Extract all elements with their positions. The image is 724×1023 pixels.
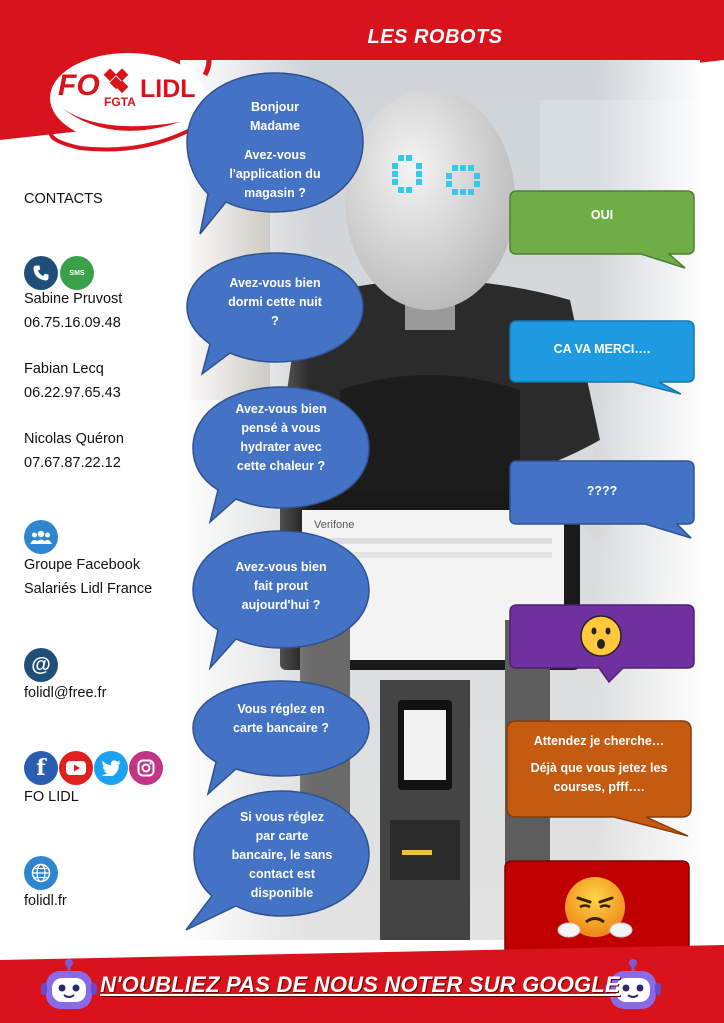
page-title: LES ROBOTS xyxy=(367,26,503,48)
reply-5-line: Déjà que vous jetez les xyxy=(530,761,668,775)
contact-name-1: Sabine Pruvost xyxy=(24,291,123,307)
reply-bubble-4 xyxy=(509,604,695,684)
sms-icon-text: SMS xyxy=(69,269,85,277)
robot-bubble-2-line: Avez-vous bien xyxy=(229,276,321,290)
sms-icon[interactable] xyxy=(60,256,94,290)
robot-bubble-1-line: Avez-vous xyxy=(243,148,307,162)
robot-bubble-3 xyxy=(192,386,370,526)
robot-bubble-1-line: Madame xyxy=(249,119,301,133)
contact-phone-2[interactable]: 06.22.97.65.43 xyxy=(24,385,121,401)
email-address[interactable]: folidl@free.fr xyxy=(24,685,107,701)
reply-5-line: Attendez je cherche… xyxy=(533,734,665,748)
robot-bubble-4-line: fait prout xyxy=(253,579,309,593)
instagram-icon[interactable] xyxy=(129,751,163,785)
robot-bubble-3-line: Avez-vous bien xyxy=(235,402,327,416)
robot-bubble-1-line: Bonjour xyxy=(251,100,299,114)
robot-bubble-5-line: Vous réglez en xyxy=(237,702,325,716)
robot-bubble-6-line: Si vous réglez xyxy=(239,810,325,824)
logo-lidl: LIDL xyxy=(140,75,196,103)
twitter-icon[interactable] xyxy=(94,751,128,785)
contact-name-3: Nicolas Quéron xyxy=(24,431,124,447)
footer-google-review-text: N'OUBLIEZ PAS DE NOUS NOTER SUR GOOGLE xyxy=(100,972,620,997)
robot-bubble-4-line: Avez-vous bien xyxy=(235,560,327,574)
robot-bubble-2-line: dormi cette nuit xyxy=(228,295,322,309)
contact-name-2: Fabian Lecq xyxy=(24,361,104,377)
robot-bubble-2 xyxy=(186,252,364,380)
contact-phone-3[interactable]: 07.67.87.22.12 xyxy=(24,455,121,471)
robot-bubble-3-line: pensé à vous xyxy=(241,421,321,435)
robot-bubble-3-line: hydrater avec xyxy=(240,440,322,454)
reply-bubble-5 xyxy=(506,720,692,840)
reply-2-text: CA VA MERCI…. xyxy=(553,342,651,356)
globe-icon[interactable] xyxy=(24,856,58,890)
robot-bubble-6-line: bancaire, le sans xyxy=(231,848,333,862)
contacts-heading: CONTACTS xyxy=(24,191,103,207)
facebook-group-line2[interactable]: Salariés Lidl France xyxy=(24,581,153,597)
youtube-icon[interactable] xyxy=(59,751,93,785)
email-icon[interactable]: @ xyxy=(24,648,58,682)
robot-bubble-3-line: cette chaleur ? xyxy=(236,459,326,473)
robot-bubble-2-line: ? xyxy=(271,314,279,328)
facebook-group-line1[interactable]: Groupe Facebook xyxy=(24,557,141,573)
contact-phone-1[interactable]: 06.75.16.09.48 xyxy=(24,315,121,331)
robot-bubble-6-line: par carte xyxy=(255,829,309,843)
reply-bubble-1 xyxy=(509,190,695,270)
logo-fo: FO xyxy=(58,69,100,102)
group-icon[interactable] xyxy=(24,520,58,554)
reply-5-line: courses, pfff…. xyxy=(553,780,645,794)
logo-fgta: FGTA xyxy=(104,95,136,109)
phone-icon[interactable] xyxy=(24,256,58,290)
robot-bubble-4 xyxy=(192,530,370,672)
robot-bubble-1-line: magasin ? xyxy=(244,186,306,200)
reply-bubble-2 xyxy=(509,320,695,396)
robot-bubble-4-line: aujourd'hui ? xyxy=(241,598,321,612)
reply-3-text: ???? xyxy=(586,484,618,498)
social-label: FO LIDL xyxy=(24,789,79,805)
robot-bubble-1-line: l'application du xyxy=(229,167,321,181)
robot-bubble-1 xyxy=(186,72,364,242)
reply-bubble-3 xyxy=(509,460,695,540)
robot-bubble-6-line: disponible xyxy=(250,886,314,900)
website-link[interactable]: folidl.fr xyxy=(24,893,67,909)
robot-bubble-5-line: carte bancaire ? xyxy=(233,721,329,735)
facebook-icon[interactable]: f xyxy=(24,751,58,785)
robot-bubble-6-line: contact est xyxy=(249,867,315,881)
reply-1-text: OUI xyxy=(590,208,614,222)
robot-bubble-5 xyxy=(192,680,370,800)
robot-bubble-6 xyxy=(172,790,370,936)
